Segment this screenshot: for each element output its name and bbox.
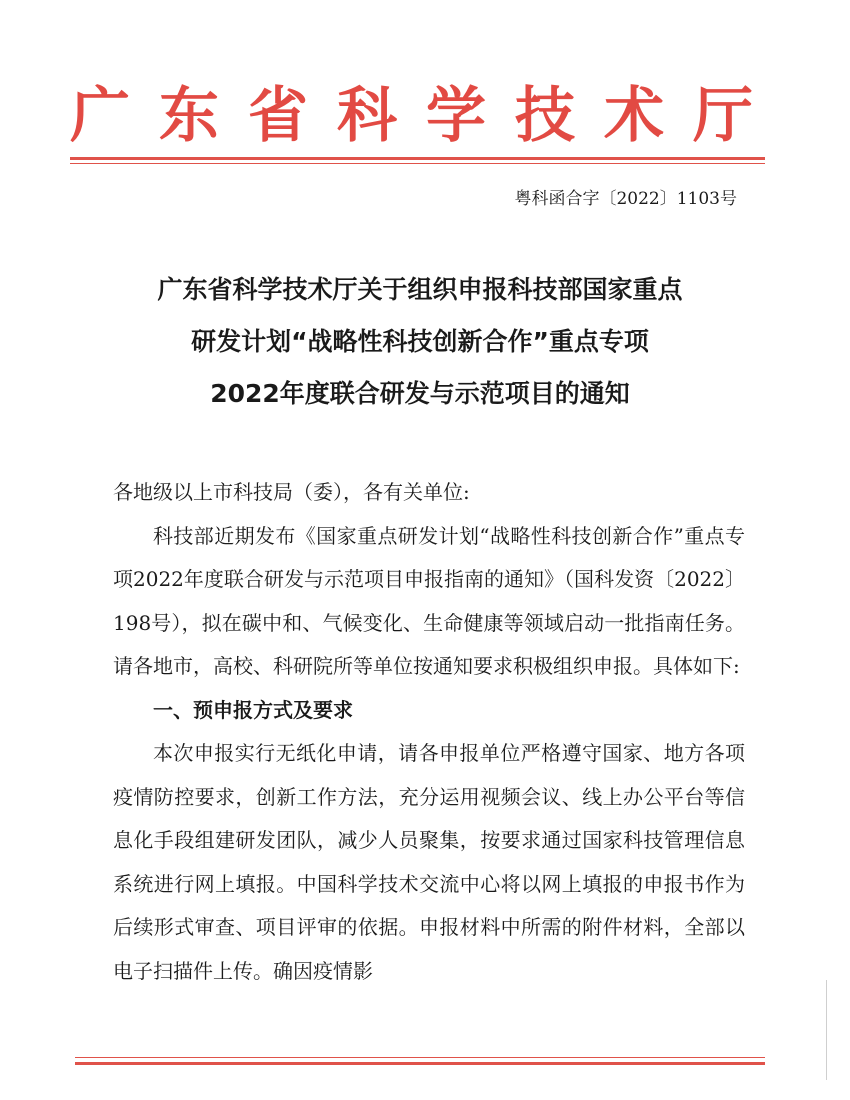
title-line-1: 广东省科学技术厅关于组织申报科技部国家重点 [157, 275, 683, 304]
document-body [113, 471, 745, 993]
issuing-authority-masthead: 广东省科学技术厅 [70, 81, 782, 151]
title-line-3: 2022年度联合研发与示范项目的通知 [210, 379, 630, 408]
salutation: 各地级以上市科技局（委），各有关单位: [113, 480, 470, 504]
document-number: 粤科函合字〔2022〕1103号 [514, 189, 737, 209]
footer-divider-thick [75, 1062, 765, 1065]
header-divider-thick [70, 157, 765, 160]
scan-edge-mark [826, 980, 827, 1080]
section-heading: 一、预申报方式及要求 [153, 697, 353, 722]
title-line-2: 研发计划“战略性科技创新合作”重点专项 [191, 327, 649, 356]
document-title [80, 264, 760, 420]
section-paragraph: 本次申报实行无纸化申请，请各申报单位严格遵守国家、地方各项疫情防控要求，创新工作方法，充分运用视频会议、线上办公平台等信息化手段组建研发团队，减少人员聚集，按要求通过国家科技管理信息系统进行网上填报。中国科学技术交流中心将以网上填报的申报书作为后续形式审查、项目评审的依据。申报材料中所需的附件材料，全部以电子扫描件上传。确因疫情影 [113, 741, 745, 983]
header-divider-thin [70, 163, 765, 164]
footer-divider-thin [75, 1057, 765, 1058]
intro-paragraph: 科技部近期发布《国家重点研发计划“战略性科技创新合作”重点专项2022年度联合研发与示范项目申报指南的通知》（国科发资〔2022〕198号），拟在碳中和、气候变化、生命健康等领域启动一批指南任务。请各地市，高校、科研院所等单位按通知要求积极组织申报。具体如下: [113, 523, 745, 678]
